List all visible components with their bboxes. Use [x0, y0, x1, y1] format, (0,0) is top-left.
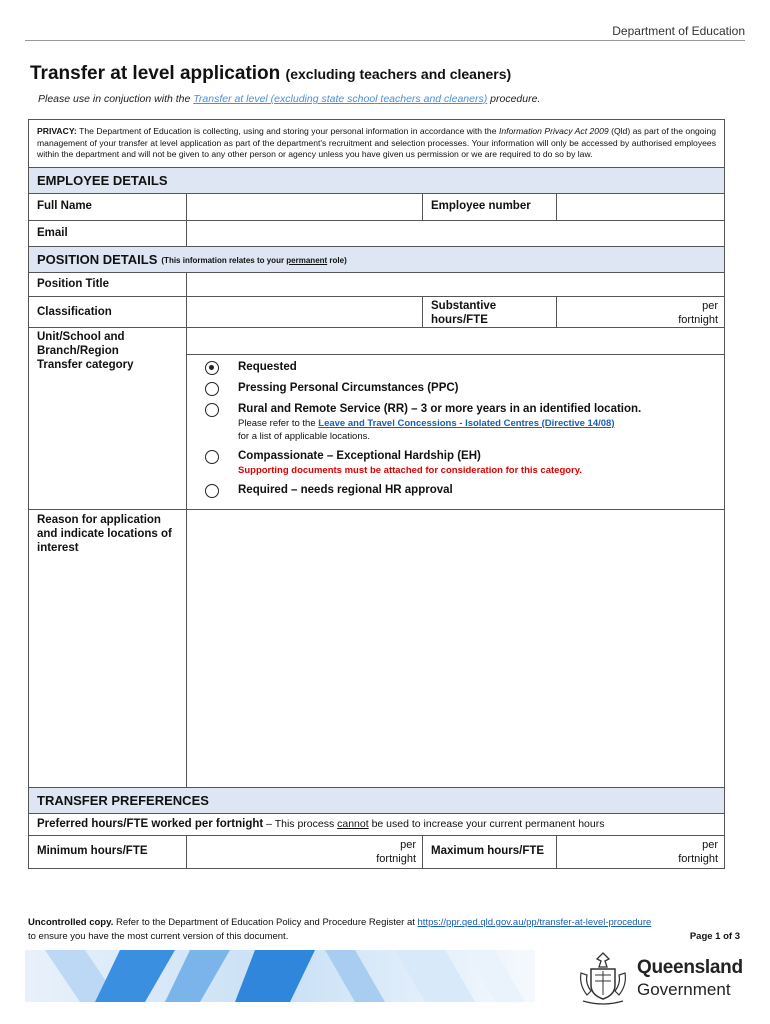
footer-line-2: to ensure you have the most current version of this document. [28, 931, 289, 942]
intro-before: Please use in conjuction with the [38, 93, 194, 105]
privacy-notice [29, 120, 724, 168]
full-name-label: Full Name [29, 194, 187, 220]
logo-government: Government [637, 980, 731, 999]
full-name-row [29, 194, 724, 221]
privacy-label: PRIVACY: [37, 126, 77, 136]
position-title-row [29, 273, 724, 297]
ppc-label: Pressing Personal Circumstances (PPC) [238, 381, 459, 394]
position-title-label: Position Title [29, 273, 187, 296]
max-fortnight-text: fortnight [678, 852, 718, 865]
maximum-hours-field[interactable] [557, 836, 724, 868]
radio-ppc[interactable] [205, 382, 219, 396]
uncontrolled-label: Uncontrolled copy. [28, 917, 114, 928]
min-max-hours-row [29, 836, 724, 868]
category-requested[interactable] [205, 360, 724, 375]
page-number: Page 1 of 3 [689, 931, 740, 942]
reason-row [29, 510, 724, 788]
min-per-text: per [400, 838, 416, 851]
per-text: per [702, 299, 718, 312]
reason-field[interactable] [187, 510, 724, 787]
footer-text-1: Refer to the Department of Education Policy and Procedure Register at [113, 917, 418, 928]
eh-warning: Supporting documents must be attached for consideration for this category. [238, 464, 582, 476]
transfer-category-options [187, 355, 724, 509]
page-title [30, 63, 511, 85]
preferred-rest-before: – This process [263, 817, 338, 830]
employee-number-field[interactable] [557, 194, 724, 220]
title-suffix: (excluding teachers and cleaners) [285, 66, 512, 82]
department-name: Department of Education [612, 24, 745, 38]
fortnight-text: fortnight [678, 313, 718, 326]
minimum-hours-field[interactable] [187, 836, 423, 868]
radio-eh[interactable] [205, 450, 219, 464]
rr-label: Rural and Remote Service (RR) – 3 or more years in an identified location. [238, 402, 642, 415]
note-permanent: permanent [286, 255, 328, 265]
queensland-government-logo [575, 949, 750, 1009]
position-details-heading [29, 247, 724, 273]
reason-label: Reason for application and indicate locations of interest [29, 510, 187, 787]
preferred-hours-text [29, 814, 612, 835]
position-heading-text: POSITION DETAILS [37, 251, 158, 267]
rr-note-before: Please refer to the [238, 417, 319, 429]
radio-required[interactable] [205, 484, 219, 498]
classification-field[interactable] [187, 297, 423, 327]
radio-rr[interactable] [205, 403, 219, 417]
category-rr[interactable] [205, 402, 724, 443]
email-row [29, 221, 724, 247]
unit-category-content [187, 328, 724, 509]
application-form [28, 119, 725, 869]
intro-after: procedure. [487, 93, 541, 105]
rr-note-after: for a list of applicable locations. [238, 430, 371, 442]
procedure-link[interactable]: Transfer at level (excluding state school teachers and cleaners) [193, 93, 488, 105]
unit-field[interactable] [187, 328, 724, 355]
email-label: Email [29, 221, 187, 246]
category-eh[interactable] [205, 449, 724, 477]
title-main: Transfer at level application [30, 63, 281, 84]
header-divider [25, 40, 745, 41]
preferred-label: Preferred hours/FTE worked per fortnight [37, 817, 264, 830]
employee-number-label: Employee number [423, 194, 557, 220]
requested-label: Requested [238, 360, 297, 373]
note-after: role) [327, 255, 347, 265]
min-fortnight-text: fortnight [376, 852, 416, 865]
email-field[interactable] [187, 221, 724, 246]
substantive-label: Substantive hours/FTE [423, 297, 557, 327]
unit-category-row [29, 328, 724, 510]
decorative-banner [25, 950, 535, 1002]
note-before: (This information relates to your [161, 255, 287, 265]
coat-of-arms-icon [575, 949, 631, 1009]
employee-details-heading [29, 168, 724, 194]
unit-and-category-labels [29, 328, 187, 509]
full-name-field[interactable] [187, 194, 423, 220]
preferred-hours-row [29, 814, 724, 836]
minimum-hours-label: Minimum hours/FTE [29, 836, 187, 868]
unit-label: Unit/School and Branch/Region [37, 330, 125, 357]
privacy-text-1: The Department of Education is collecting, using and storing your personal information in accordance with the [76, 126, 499, 136]
eh-label: Compassionate – Exceptional Hardship (EH) [238, 449, 481, 462]
substantive-field[interactable] [557, 297, 724, 327]
category-ppc[interactable] [205, 381, 724, 396]
preferred-cannot: cannot [337, 817, 369, 830]
logo-queensland: Queensland [637, 957, 743, 978]
transfer-preferences-heading [29, 788, 724, 814]
position-note [161, 256, 346, 265]
radio-requested[interactable] [205, 361, 219, 375]
classification-label: Classification [29, 297, 187, 327]
ppr-link[interactable]: https://ppr.qed.qld.gov.au/pp/transfer-at-level-procedure [417, 917, 652, 928]
rr-note [238, 417, 641, 430]
privacy-text-2: (Qld) as part of the ongoing management of your transfer at level application as part of the department's recruitment and selection processes. Your information will only be accessed by authorised employees within the department and will not be given to any other person or agency unless you have given us permission or we are required to do so by law. [37, 126, 717, 160]
required-label: Required – needs regional HR approval [238, 483, 453, 496]
privacy-act: Information Privacy Act 2009 [498, 126, 609, 136]
position-title-field[interactable] [187, 273, 724, 296]
directive-link[interactable]: Leave and Travel Concessions - Isolated Centres (Directive 14/08) [318, 417, 615, 429]
transfer-category-label: Transfer category [37, 358, 134, 371]
intro-text [38, 93, 540, 105]
category-required[interactable] [205, 483, 724, 498]
maximum-hours-label: Maximum hours/FTE [423, 836, 557, 868]
employee-heading-text: EMPLOYEE DETAILS [37, 172, 168, 188]
footer-line-1 [28, 917, 651, 928]
preferences-heading-text: TRANSFER PREFERENCES [37, 792, 209, 808]
max-per-text: per [702, 838, 718, 851]
preferred-rest-after: be used to increase your current permanent hours [368, 817, 605, 830]
classification-row [29, 297, 724, 328]
